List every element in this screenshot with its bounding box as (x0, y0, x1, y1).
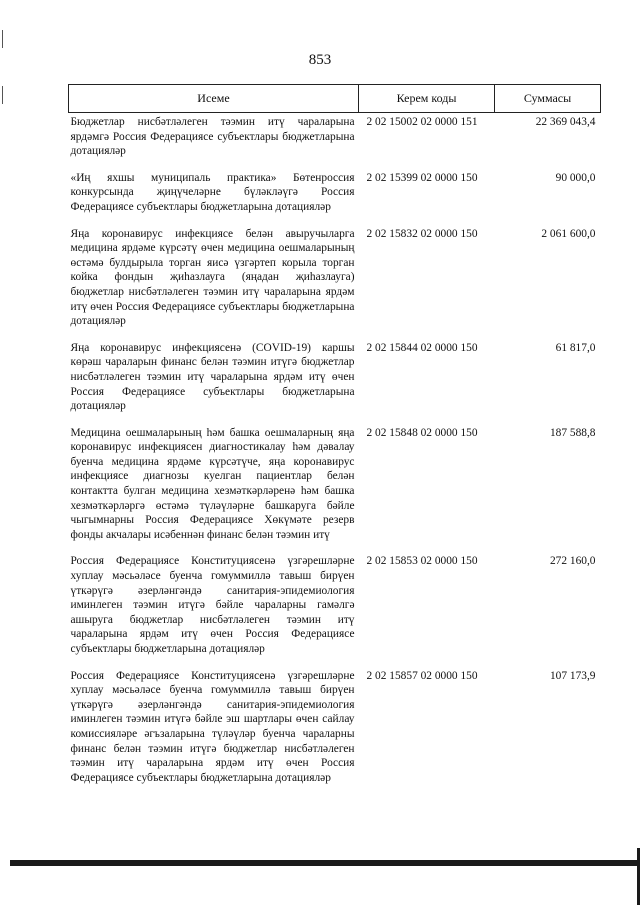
row-code: 2 02 15848 02 0000 150 (366, 426, 478, 439)
row-code: 2 02 15857 02 0000 150 (366, 669, 478, 682)
row-name: Яңа коронавирус инфекциясе белән авыручыларга медицина ярдәме күрсәтү өчен медицина оешмаларының өстәмә булдырыла торган яисә үзгәртеп корыла торган койка фондын җиһазлауга (яңадан җиһазлауга) бюджетлар нисбәтләлеген тәэмин итү чараларына ярдәм итү өчен Россия Федерациясе субъектлары бюджетларына дотацияләр (70, 227, 355, 328)
row-amount: 187 588,8 (549, 426, 596, 439)
table-row (69, 169, 601, 225)
row-code: 2 02 15844 02 0000 150 (366, 341, 478, 354)
row-code: 2 02 15399 02 0000 150 (366, 171, 478, 184)
table-header-row (69, 85, 601, 113)
row-code: 2 02 15832 02 0000 150 (366, 227, 478, 240)
row-code: 2 02 15002 02 0000 151 (366, 116, 478, 128)
budget-table-container (68, 84, 600, 795)
scan-margin-mark (2, 30, 3, 48)
row-amount: 2 061 600,0 (541, 227, 596, 240)
row-amount: 22 369 043,4 (535, 116, 596, 128)
row-amount: 107 173,9 (549, 669, 596, 682)
row-name: Россия Федерациясе Конституциясенә үзгәрешләрне хуплау мәсьәләсе буенча гомуммиллә тавыш бирүен үткәрүгә әзерләнгәндә санитария-эпидемиология иминлеген тәэмин итүгә бәйле эш шартлары өчен сайлау комиссияләре әгъзаларына түләүләр буенча чараларны финанс белән тәэмин итүгә бюджетлар нисбәтләлеген тәэмин итү чараларына ярдәм итү өчен Россия Федерациясе субъектлары бюджетларына дотацияләр (70, 669, 355, 784)
row-name: Бюджетлар нисбәтләлеген тәэмин итү чараларына ярдәмгә Россия Федерациясе субъектлары бюджетларына дотацияләр (70, 116, 355, 158)
table-row (69, 667, 601, 796)
table-row (69, 339, 601, 424)
row-name: Россия Федерациясе Конституциясенә үзгәрешләрне хуплау мәсьәләсе буенча гомуммиллә тавыш бирүен үткәрүгә әзерләнгәндә санитария-эпидемиология иминлеген тәэмин итүгә бәйле чараларны гамәлгә ашыруга бюджетлар нисбәтләлеген тәэмин итү чараларына ярдәм итү өчен Россия Федерациясе субъектлары бюджетларына дотацияләр (70, 555, 355, 655)
table-row (69, 424, 601, 553)
table-row (69, 225, 601, 339)
column-header-code: Керем коды (359, 85, 495, 113)
scan-margin-mark (2, 86, 3, 104)
row-name: «Иң яхшы муниципаль практика» Бөтенроссия конкурсында җиңүчеләрне бүләкләүгә Россия Федерациясе субъектлары бюджетларына дотацияләр (70, 171, 355, 213)
row-name: Яңа коронавирус инфекциясенә (COVID-19) каршы көрәш чараларын финанс белән тәэмин итүгә бюджетлар нисбәтләлеген тәэмин итү чараларына ярдәм итү өчен Россия Федерациясе субъектлары бюджетларына дотацияләр (70, 341, 355, 413)
table-row (69, 552, 601, 666)
row-amount: 61 817,0 (555, 341, 596, 354)
column-header-name: Исеме (69, 85, 359, 113)
row-amount: 272 160,0 (549, 555, 596, 568)
column-header-amount: Суммасы (495, 85, 601, 113)
row-name: Медицина оешмаларының һәм башка оешмаларның яңа коронавирус инфекциясен диагностикалау һәм дәвалау буенча медицина ярдәме күрсәтүче, яңа коронавирус инфекциясе диагнозы куелган пациентлар белән контактта булган медицина хезмәткәрләренә һәм башка хезмәткәрләргә өстәмә түләүләрне башкаруга бәйле чыгымнарны Россия Федерациясе Хөкүмәте резерв фонды акчалары исәбеннән финанс белән тәэмин итү (70, 426, 355, 541)
budget-table (68, 84, 601, 795)
row-code: 2 02 15853 02 0000 150 (366, 555, 478, 568)
scan-bottom-edge (10, 860, 640, 866)
page-number: 853 (308, 52, 332, 68)
row-amount: 90 000,0 (555, 171, 596, 184)
table-row (69, 113, 601, 169)
